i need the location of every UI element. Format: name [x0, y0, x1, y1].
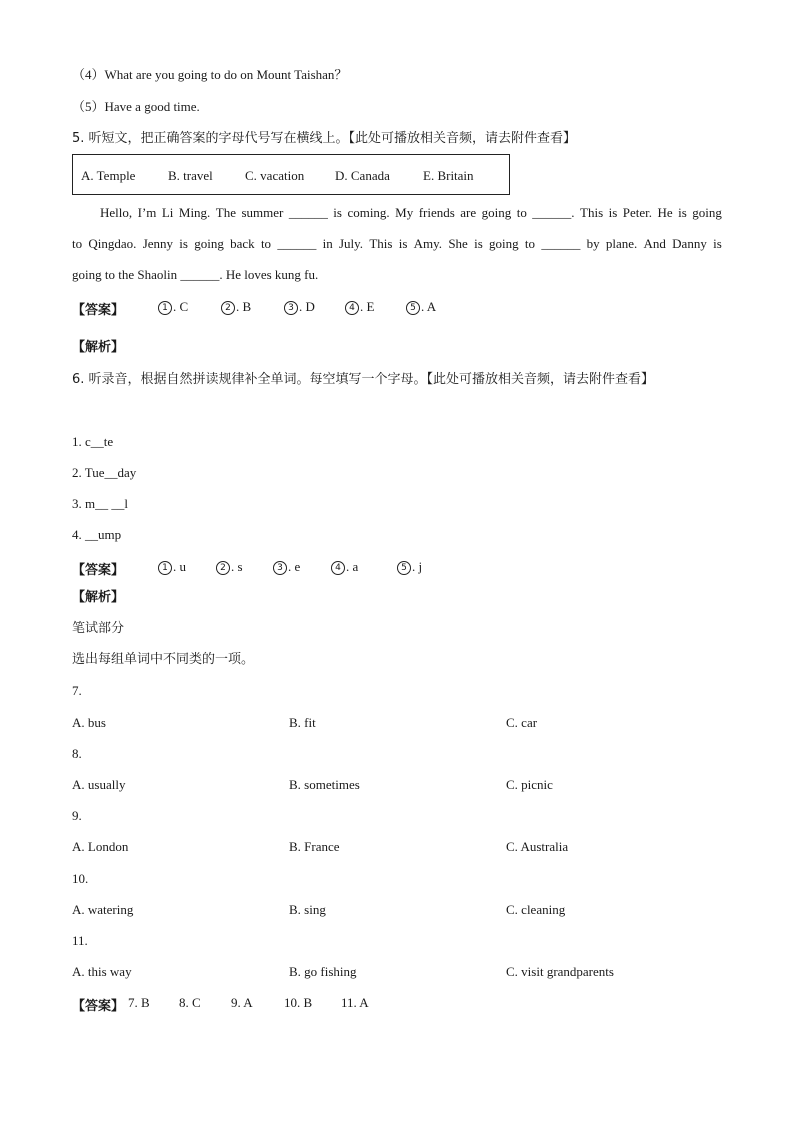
question-10-option-a: A. watering	[72, 902, 134, 917]
passage-word: summer	[241, 205, 284, 220]
written-section-heading: 笔试部分	[72, 621, 125, 636]
q5-answer-2: 2 . B	[221, 299, 251, 315]
passage-word: My	[395, 205, 414, 220]
q6-answer-4: 4 . a	[331, 559, 358, 575]
final-answer-11: 11. A	[341, 995, 369, 1010]
passage-word: ______.	[532, 205, 575, 220]
q5-options-box	[72, 154, 510, 195]
q6-answer-2: 2 . s	[216, 559, 243, 575]
q4-item-4: （4）What are you going to do on Mount Taishan？	[72, 67, 348, 82]
final-answer-7: 7. B	[128, 995, 150, 1010]
final-answer-9: 9. A	[231, 995, 253, 1010]
question-10-number: 10.	[72, 871, 89, 886]
passage-word: This	[580, 205, 604, 220]
question-11-option-a: A. this way	[72, 964, 132, 979]
final-answer-label: 【答案】	[72, 999, 125, 1014]
passage-word: to	[516, 205, 527, 220]
passage-word: going	[194, 236, 224, 251]
passage-word: back	[230, 236, 255, 251]
question-7-option-c: C. car	[506, 715, 538, 730]
passage-word: Jenny	[142, 236, 174, 251]
q5-analysis-label: 【解析】	[72, 340, 125, 355]
passage-word: is	[678, 205, 687, 220]
q6-answer-label: 【答案】	[72, 563, 125, 578]
question-8-number: 8.	[72, 746, 82, 761]
passage-word: going	[692, 205, 722, 220]
question-9-number: 9.	[72, 808, 82, 823]
passage-word: And	[643, 236, 666, 251]
question-11-option-c: C. visit grandparents	[506, 964, 614, 979]
passage-word: She	[448, 236, 468, 251]
q5-passage-line-3: going to the Shaolin ______. He loves kung fu.	[72, 267, 319, 282]
q5-option-a: A. Temple	[81, 168, 136, 183]
passage-word: friends	[418, 205, 455, 220]
question-9-option-a: A. London	[72, 839, 129, 854]
final-answer-10: 10. B	[284, 995, 313, 1010]
passage-word: Hello,	[100, 205, 133, 220]
q5-answer-1: 1 . C	[158, 299, 188, 315]
passage-word: in	[322, 236, 333, 251]
passage-word: Qingdao.	[88, 236, 137, 251]
q6-item-1: 1. c__te	[72, 434, 114, 449]
q6-answer-5: 5 . j	[397, 559, 422, 575]
passage-word: is	[713, 236, 722, 251]
passage-word: is	[474, 236, 483, 251]
passage-word: Amy.	[413, 236, 443, 251]
passage-word: Peter.	[622, 205, 652, 220]
q6-answer-3: 3 . e	[273, 559, 300, 575]
passage-word: is	[333, 205, 342, 220]
q5-passage-line-1	[100, 205, 722, 221]
q5-option-d: D. Canada	[335, 168, 390, 183]
q5-answer-3: 3 . D	[284, 299, 315, 315]
q5-answer-4: 4 . E	[345, 299, 374, 315]
question-9-option-b: B. France	[289, 839, 340, 854]
q6-item-3: 3. m__ __l	[72, 496, 128, 511]
question-10-option-c: C. cleaning	[506, 902, 566, 917]
question-10-option-b: B. sing	[289, 902, 326, 917]
passage-word: is	[179, 236, 188, 251]
passage-word: going	[489, 236, 519, 251]
passage-word: The	[215, 205, 236, 220]
passage-word: Danny	[672, 236, 707, 251]
question-8-option-c: C. picnic	[506, 777, 553, 792]
question-7-option-b: B. fit	[289, 715, 316, 730]
passage-word: Li	[161, 205, 174, 220]
q5-passage-line-2	[72, 236, 722, 252]
q6-analysis-label: 【解析】	[72, 590, 125, 605]
section-instruction: 选出每组单词中不同类的一项。	[72, 652, 255, 667]
question-11-option-b: B. go fishing	[289, 964, 357, 979]
q6-item-4: 4. __ump	[72, 527, 122, 542]
question-9-option-c: C. Australia	[506, 839, 569, 854]
passage-word: going	[481, 205, 512, 220]
q5-option-c: C. vacation	[245, 168, 305, 183]
q5-title: 5. 听短文，把正确答案的字母代号写在横线上。【此处可播放相关音频，请去附件查看】	[72, 131, 577, 146]
question-8-option-b: B. sometimes	[289, 777, 360, 792]
passage-word: ______	[288, 205, 328, 220]
passage-word: ______	[541, 236, 581, 251]
passage-word: to	[72, 236, 83, 251]
q5-answer-label: 【答案】	[72, 303, 125, 318]
passage-word: I’m	[137, 205, 157, 220]
passage-word: are	[460, 205, 477, 220]
passage-word: is	[608, 205, 618, 220]
passage-word: ______	[277, 236, 317, 251]
q6-item-2: 2. Tue__day	[72, 465, 137, 480]
passage-word: coming.	[347, 205, 390, 220]
q4-item-5: （5）Have a good time.	[72, 99, 200, 114]
q5-option-e: E. Britain	[423, 168, 474, 183]
question-11-number: 11.	[72, 933, 88, 948]
q6-title: 6. 听录音，根据自然拼读规律补全单词。每空填写一个字母。【此处可播放相关音频，请去附件查看】	[72, 372, 655, 387]
q5-option-b: B. travel	[168, 168, 213, 183]
q6-answer-1: 1 . u	[158, 559, 186, 575]
passage-word: by	[586, 236, 600, 251]
passage-word: to	[260, 236, 272, 251]
passage-word: This	[369, 236, 393, 251]
question-8-option-a: A. usually	[72, 777, 126, 792]
passage-word: Ming.	[178, 205, 211, 220]
passage-word: is	[398, 236, 408, 251]
question-7-number: 7.	[72, 683, 82, 698]
question-7-option-a: A. bus	[72, 715, 106, 730]
q5-answer-5: 5 . A	[406, 299, 436, 315]
passage-word: July.	[338, 236, 364, 251]
passage-word: to	[524, 236, 536, 251]
final-answer-8: 8. C	[179, 995, 201, 1010]
passage-word: He	[657, 205, 673, 220]
passage-word: plane.	[605, 236, 638, 251]
